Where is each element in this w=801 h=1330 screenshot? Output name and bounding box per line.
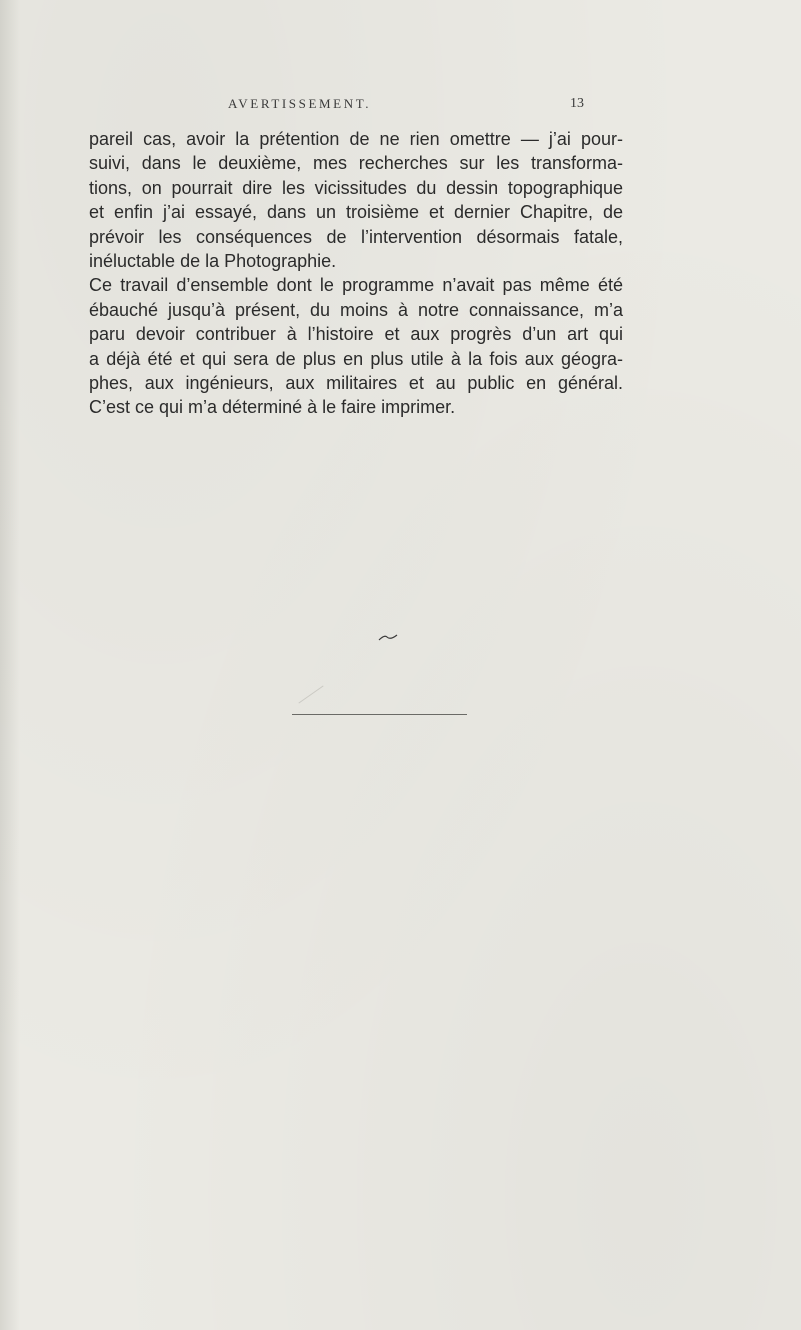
running-title: AVERTISSEMENT. (228, 96, 372, 111)
page-edge-shadow (0, 0, 20, 1330)
text-line: phes, aux ingénieurs, aux militaires et au public en général. (89, 372, 623, 393)
text-line: paru devoir contribuer à l’histoire et aux progrès d’un art qui (89, 324, 623, 345)
text-line: a déjà été et qui sera de plus en plus utile à la fois aux géogra- (89, 348, 623, 369)
text-line: Ce travail d’ensemble dont le programme n’avait pas même été (89, 275, 623, 296)
page-number: 13 (570, 96, 584, 111)
text-line: prévoir les conséquences de l’intervention désormais fatale, (89, 226, 623, 247)
text-line: tions, on pourrait dire les vicissitudes du dessin topographique (89, 177, 623, 198)
closing-rule (292, 714, 467, 715)
page-header (228, 96, 588, 116)
text-line: suivi, dans le deuxième, mes recherches sur les transforma- (89, 153, 623, 174)
text-line: pareil cas, avoir la prétention de ne rien omettre — j’ai pour- (89, 129, 623, 149)
faint-mark (298, 685, 323, 703)
text-line: C’est ce qui m’a déterminé à le faire imprimer. (89, 397, 456, 418)
text-line: inéluctable de la Photographie. (89, 250, 337, 271)
flourish-icon (378, 632, 398, 642)
text-line: et enfin j’ai essayé, dans un troisième et dernier Chapitre, de (89, 202, 623, 223)
text-line: ébauché jusqu’à présent, du moins à notre connaissance, m’a (89, 299, 623, 320)
body-text (89, 127, 623, 420)
